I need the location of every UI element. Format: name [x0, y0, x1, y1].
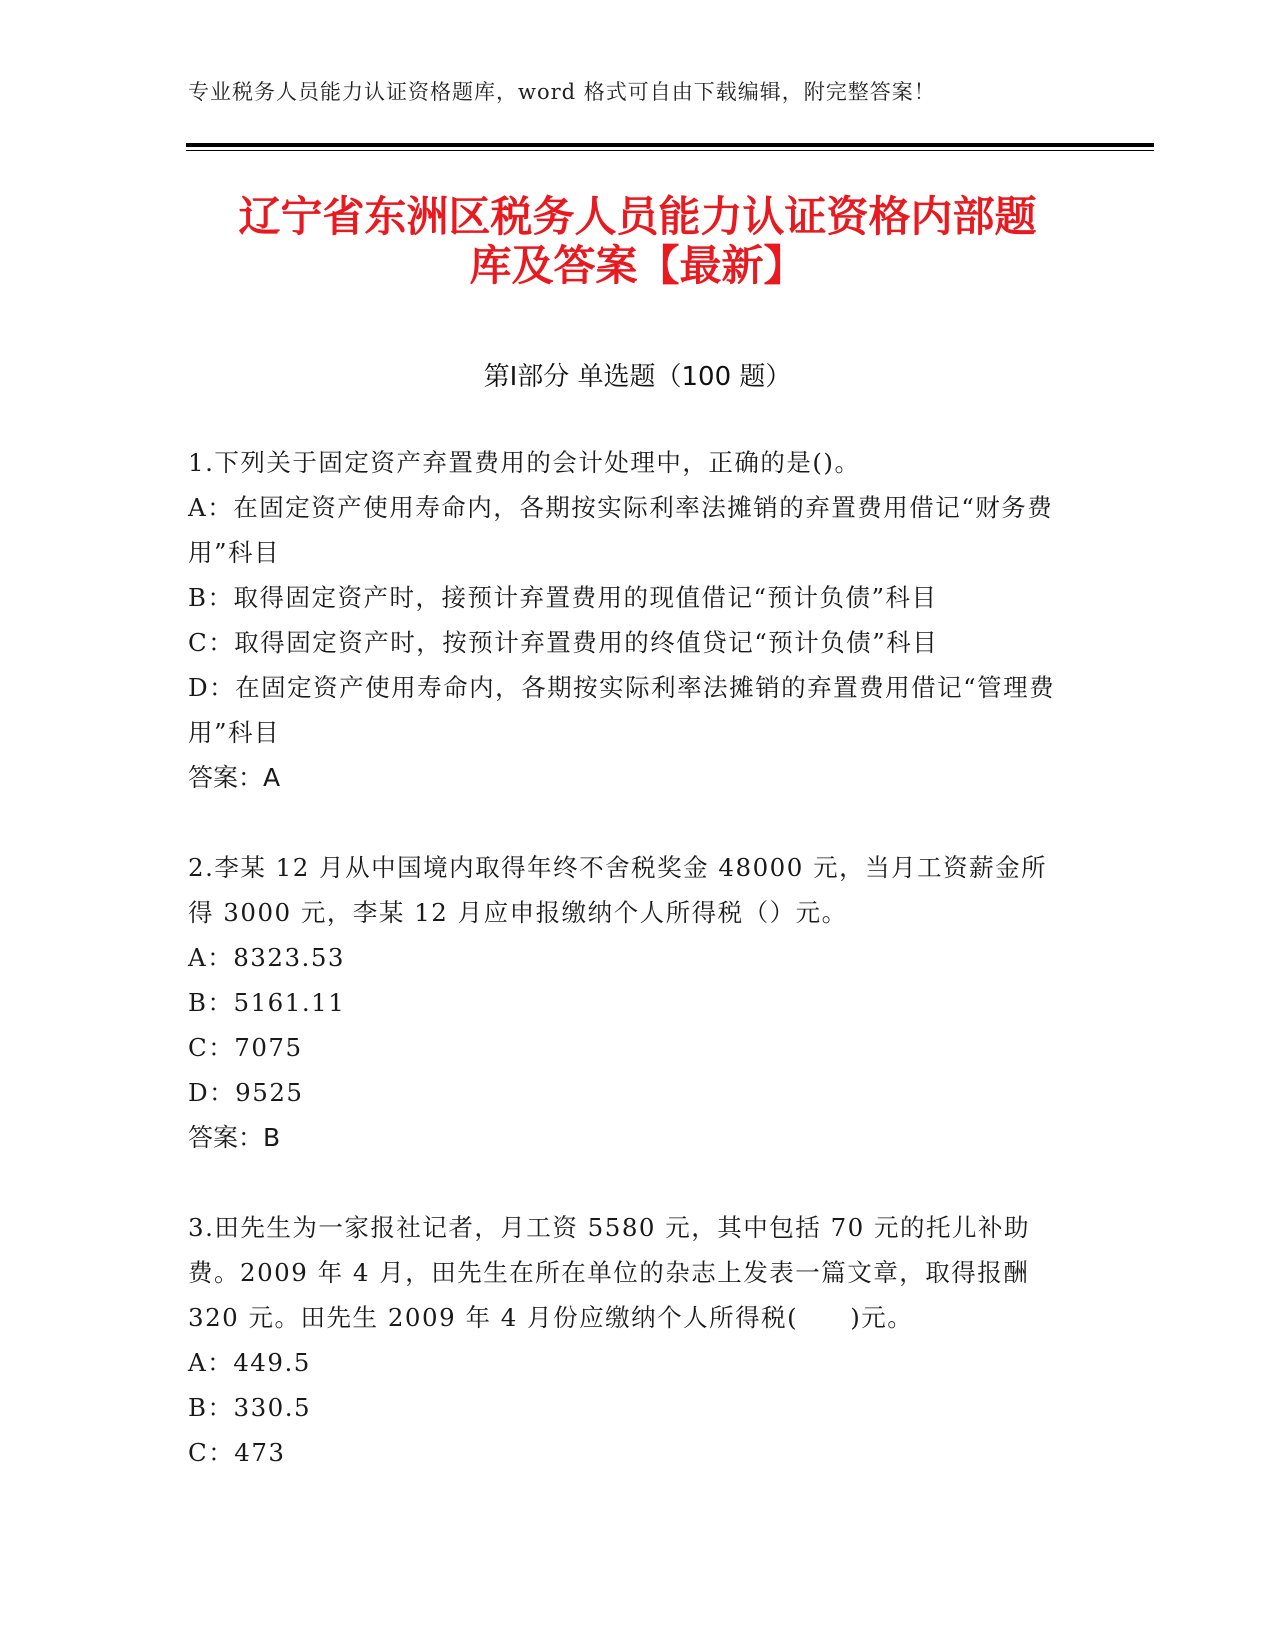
option-b: B：取得固定资产时，接预计弃置费用的现值借记“预计负债”科目: [188, 583, 938, 612]
option-c: C：473: [188, 1438, 286, 1467]
question-list: [188, 440, 1068, 1475]
option-a: A：449.5: [188, 1348, 311, 1377]
answer: 答案：A: [188, 763, 281, 792]
question-2: [188, 845, 1068, 1160]
option-d: D：在固定资产使用寿命内，各期按实际利率法摊销的弃置费用借记“管理费用”科目: [188, 673, 1056, 747]
question-stem: 3.田先生为一家报社记者，月工资 5580 元，其中包括 70 元的托儿补助费。2009 年 4 月，田先生在所在单位的杂志上发表一篇文章，取得报酬 320 元。田先生 2009 年 4 月份应缴纳个人所得税( )元。: [188, 1213, 1031, 1332]
option-c: C：7075: [188, 1033, 303, 1062]
option-d: D：9525: [188, 1078, 304, 1107]
question-spacer: [188, 800, 1068, 845]
document-title: [150, 192, 1125, 290]
header-rule-thick: [186, 143, 1154, 147]
header-rule-thin: [186, 150, 1154, 151]
option-c: C：取得固定资产时，按预计弃置费用的终值贷记“预计负债”科目: [188, 628, 939, 657]
option-a: A：在固定资产使用寿命内，各期按实际利率法摊销的弃置费用借记“财务费用”科目: [188, 493, 1054, 567]
header-note: 专业税务人员能力认证资格题库，word 格式可自由下载编辑，附完整答案！: [188, 80, 936, 104]
option-b: B：330.5: [188, 1393, 312, 1422]
answer: 答案：B: [188, 1123, 281, 1152]
option-a: A：8323.53: [188, 943, 346, 972]
question-spacer: [188, 1160, 1068, 1205]
section-heading: 第Ⅰ部分 单选题（100 题）: [483, 362, 792, 392]
question-1: [188, 440, 1068, 800]
question-stem: 2.李某 12 月从中国境内取得年终不舍税奖金 48000 元，当月工资薪金所得 3000 元，李某 12 月应申报缴纳个人所得税（）元。: [188, 853, 1048, 927]
question-3: [188, 1205, 1068, 1475]
option-b: B：5161.11: [188, 988, 346, 1017]
document-title-line-2: 库及答案【最新】: [469, 241, 806, 290]
question-stem: 1.下列关于固定资产弃置费用的会计处理中，正确的是()。: [188, 448, 861, 477]
document-title-line-1: 辽宁省东洲区税务人员能力认证资格内部题: [238, 192, 1037, 241]
